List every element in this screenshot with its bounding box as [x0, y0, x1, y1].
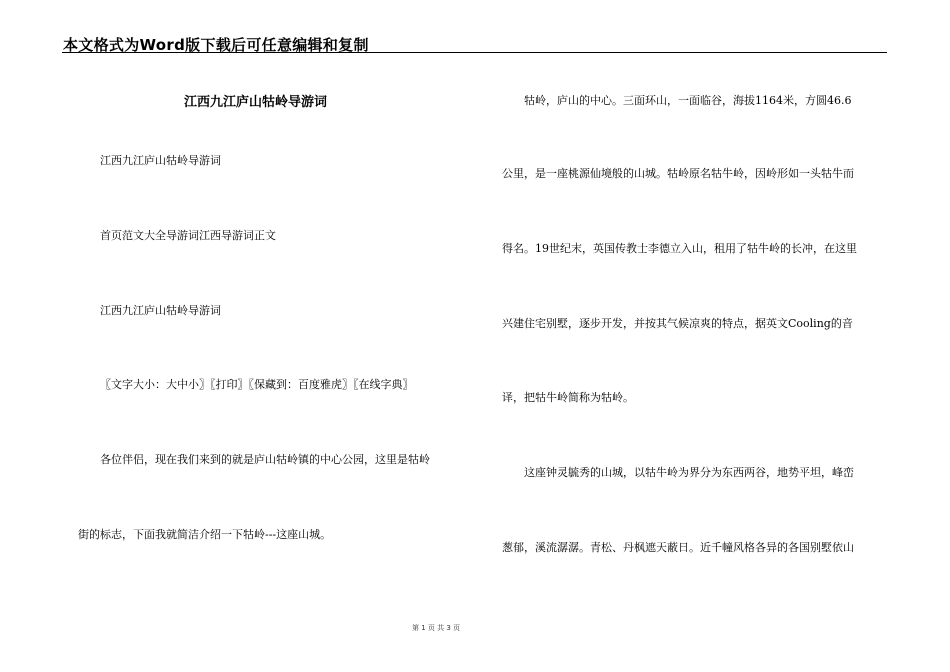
text-line: 江西九江庐山牯岭导游词	[100, 304, 221, 317]
text-line: 牯岭，庐山的中心。三面环山，一面临谷，海拔1164米，方圆46.6	[524, 94, 852, 107]
header-text: 本文格式为Word版下载后可任意编辑和复制	[63, 36, 369, 54]
text-line: 首页范文大全导游词江西导游词正文	[100, 229, 276, 242]
document-title: 江西九江庐山牯岭导游词	[184, 95, 328, 110]
text-line: 公里，是一座桃源仙境般的山城。牯岭原名牯牛岭，因岭形如一头牯牛而	[502, 167, 854, 180]
text-line: 各位伴侣，现在我们来到的就是庐山牯岭镇的中心公园，这里是牯岭	[100, 453, 430, 466]
text-line: 译，把牯牛岭简称为牯岭。	[502, 391, 634, 404]
text-line: 街的标志，下面我就简洁介绍一下牯岭---这座山城。	[78, 528, 332, 541]
page-number: 第 1 页 共 3 页	[412, 624, 461, 632]
text-line: 〖文字大小：大中小〗〖打印〗〖保藏到：百度雅虎〗〖在线字典〗	[100, 378, 414, 391]
text-line: 兴建住宅别墅，逐步开发，并按其气候凉爽的特点，据英文Cooling的音	[502, 317, 853, 330]
text-line: 江西九江庐山牯岭导游词	[100, 154, 221, 167]
text-line: 葱郁，溪流潺潺。青松、丹枫遮天蔽日。近千幢风格各异的各国别墅依山	[502, 541, 854, 554]
text-line: 这座钟灵毓秀的山城，以牯牛岭为界分为东西两谷，地势平坦，峰峦	[524, 466, 854, 479]
text-line: 得名。19世纪末，英国传教士李德立入山，租用了牯牛岭的长冲，在这里	[502, 242, 857, 255]
header-divider	[62, 52, 887, 53]
